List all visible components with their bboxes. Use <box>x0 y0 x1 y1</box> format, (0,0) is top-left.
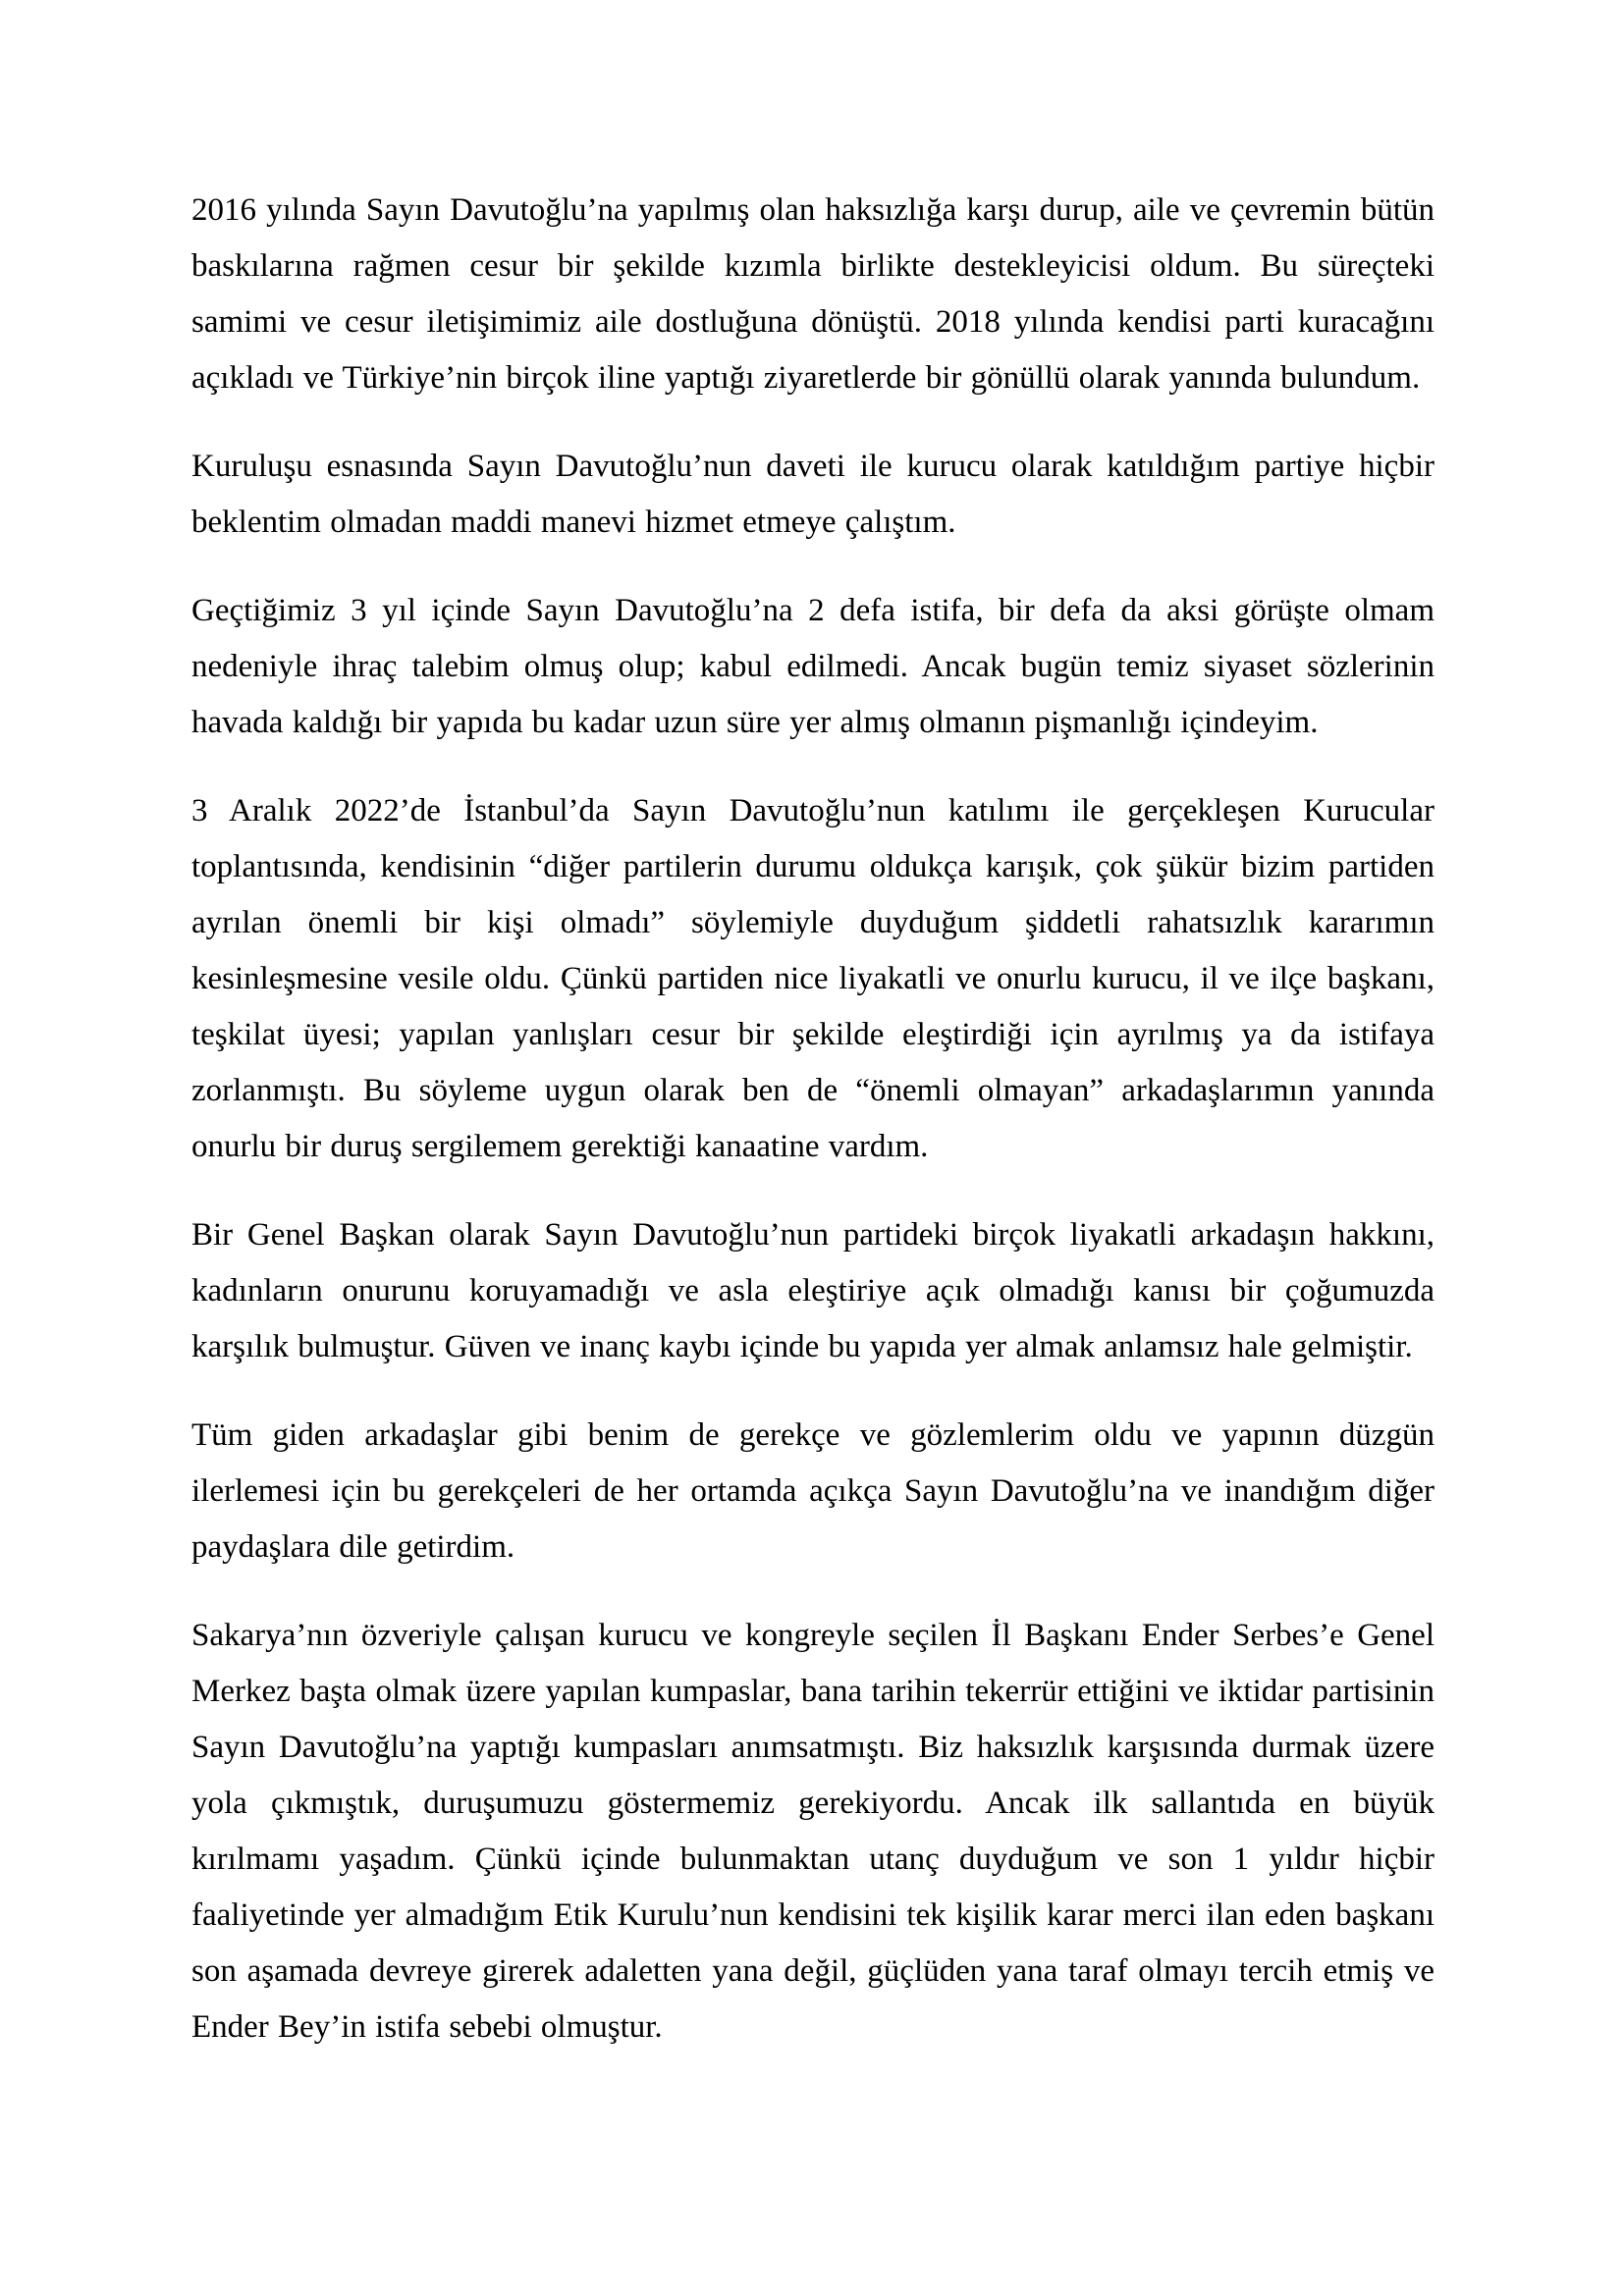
paragraph-1: 2016 yılında Sayın Davutoğlu’na yapılmış olan haksızlığa karşı durup, aile ve çevremin bütün baskılarına rağmen cesur bir şekilde kızımla birlikte destekleyicisi oldum. Bu süreçteki samimi ve cesur iletişimimiz aile dostluğuna dönüştü. 2018 yılında kendisi parti kuracağını açıkladı ve Türkiye’nin birçok iline yaptığı ziyaretlerde bir gönüllü olarak yanında bulundum. <box>191 192 1435 396</box>
paragraph-4: 3 Aralık 2022’de İstanbul’da Sayın Davutoğlu’nun katılımı ile gerçekleşen Kurucular toplantısında, kendisinin “diğer partilerin durumu oldukça karışık, çok şükür bizim partiden ayrılan önemli bir kişi olmadı” söylemiyle duyduğum şiddetli rahatsızlık kararımın kesinleşmesine vesile oldu. Çünkü partiden nice liyakatli ve onurlu kurucu, il ve ilçe başkanı, teşkilat üyesi; yapılan yanlışları cesur bir şekilde eleştirdiği için ayrılmış ya da istifaya zorlanmıştı. Bu söyleme uygun olarak ben de “önemli olmayan” arkadaşlarımın yanında onurlu bir duruş sergilemem gerektiği kanaatine vardım. <box>191 793 1435 1164</box>
paragraph-7: Sakarya’nın özveriyle çalışan kurucu ve kongreyle seçilen İl Başkanı Ender Serbes’e Genel Merkez başta olmak üzere yapılan kumpaslar, bana tarihin tekerrür ettiğini ve iktidar partisinin Sayın Davutoğlu’na yaptığı kumpasları anımsatmıştı. Biz haksızlık karşısında durmak üzere yola çıkmıştık, duruşumuzu göstermemiz gerekiyordu. Ancak ilk sallantıda en büyük kırılmamı yaşadım. Çünkü içinde bulunmaktan utanç duyduğum ve son 1 yıldır hiçbir faaliyetinde yer almadığım Etik Kurulu’nun kendisini tek kişilik karar merci ilan eden başkanı son aşamada devreye girerek adaletten yana değil, güçlüden yana taraf olmayı tercih etmiş ve Ender Bey’in istifa sebebi olmuştur. <box>191 1618 1435 2045</box>
paragraph-2: Kuruluşu esnasında Sayın Davutoğlu’nun daveti ile kurucu olarak katıldığım partiye hiçbir beklentim olmadan maddi manevi hizmet etmeye çalıştım. <box>191 449 1435 540</box>
paragraph-3: Geçtiğimiz 3 yıl içinde Sayın Davutoğlu’na 2 defa istifa, bir defa da aksi görüşte olmam nedeniyle ihraç talebim olmuş olup; kabul edilmedi. Ancak bugün temiz siyaset sözlerinin havada kaldığı bir yapıda bu kadar uzun süre yer almış olmanın pişmanlığı içindeyim. <box>191 593 1435 740</box>
paragraph-5: Bir Genel Başkan olarak Sayın Davutoğlu’nun partideki birçok liyakatli arkadaşın hakkını, kadınların onurunu koruyamadığı ve asla eleştiriye açık olmadığı kanısı bir çoğumuzda karşılık bulmuştur. Güven ve inanç kaybı içinde bu yapıda yer almak anlamsız hale gelmiştir. <box>191 1217 1435 1364</box>
paragraph-6: Tüm giden arkadaşlar gibi benim de gerekçe ve gözlemlerim oldu ve yapının düzgün ilerlemesi için bu gerekçeleri de her ortamda açıkça Sayın Davutoğlu’na ve inandığım diğer paydaşlara dile getirdim. <box>191 1417 1435 1565</box>
document-text-block <box>191 183 1435 2088</box>
